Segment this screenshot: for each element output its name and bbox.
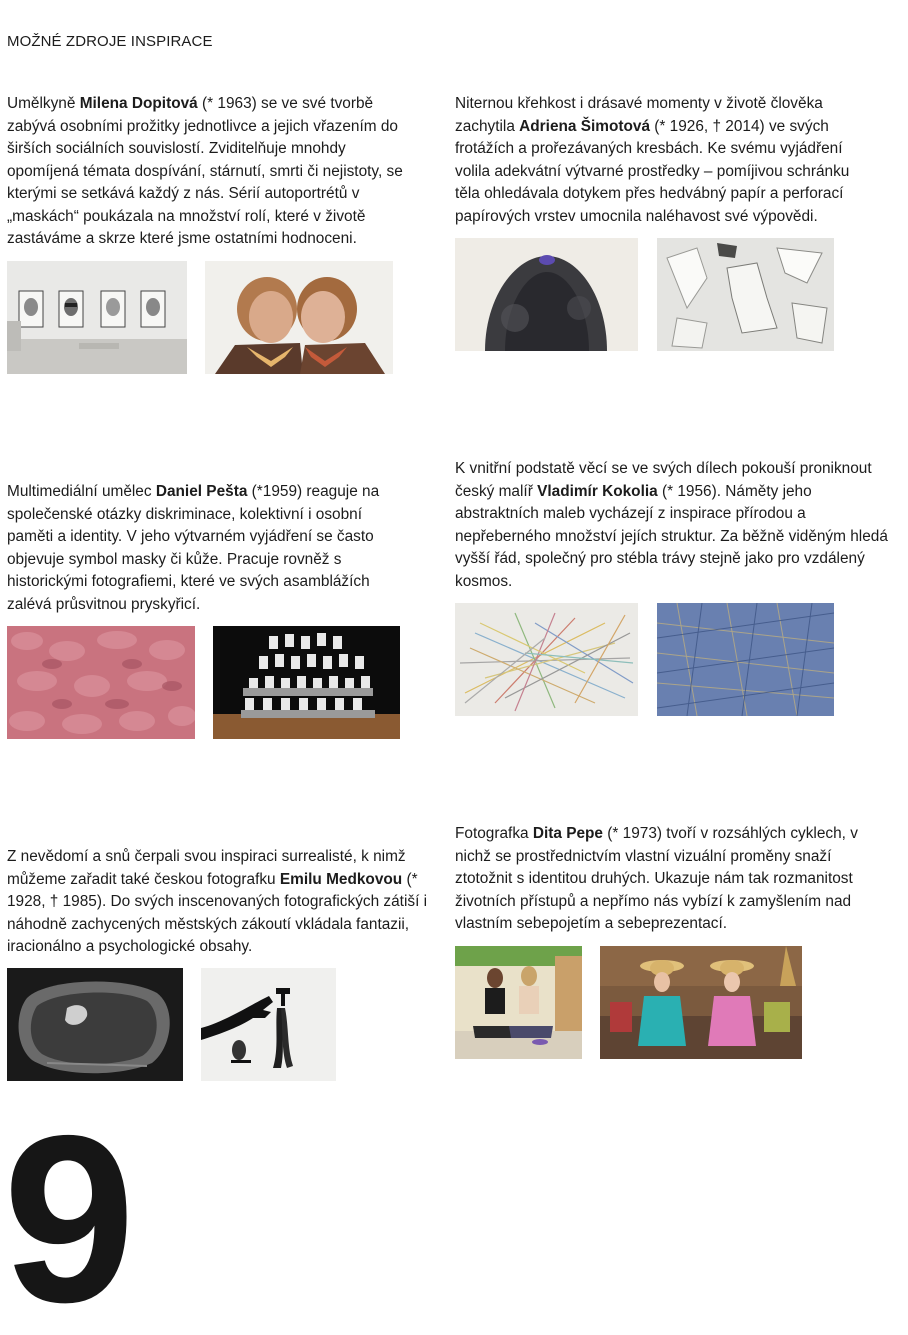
section-pesta [7, 481, 412, 616]
section-body: (* 1956). Náměty jeho abstraktních maleb vycházejí z inspirace přírodou a nepřeberného množství jejích struktur. Za běžně viděným hledá vyšší řád, společný pro stébla trávy stejně jako pro vzdálený kosmos. [455, 482, 888, 590]
section-pepe [455, 823, 885, 936]
section-intro: Niternou křehkost i drásavé momenty v životě člověka zachytila [455, 95, 823, 135]
section-intro: Umělkyně [7, 95, 80, 112]
dopitova-gallery-photo [7, 261, 187, 374]
section-text [455, 93, 875, 228]
kokolia-lines-painting [455, 603, 638, 716]
artist-name: Emilu Medkovou [279, 870, 403, 888]
page-number: 9 [3, 1087, 132, 1335]
section-body: (* 1963) se ve své tvorbě zabývá osobními prožitky jednotlivce a jejich vřazením do širších sociálních souvislostí. Zviditelňuje mnohdy opomíjená témata dospívání, stárnutí, smrti či nejistoty, se kterými se setkává každý z nás. Sérií autoportrétů v „maskách“ poukázala na množství rolí, které v životě zastáváme a skrze které jsme ostatními hodnoceni. [7, 95, 403, 247]
pesta-skin-artwork [7, 626, 195, 739]
simotova-perforated-artwork [657, 238, 834, 351]
artist-name: Dita Pepe [532, 825, 603, 842]
section-simotova [455, 93, 875, 228]
section-intro: Multimediální umělec [7, 483, 156, 500]
pesta-masked-group-photo [213, 626, 400, 739]
section-body: (*1959) reaguje na společenské otázky diskriminace, kolektivní i osobní paměti a identity. V jeho výtvarném vyjádření se často objevuje symbol masky či kůže. Pracuje rovněž s historickými fotografiemi, které ve svých asambl​ážích zalévá průsvitnou pryskyřicí. [7, 483, 380, 613]
section-text [455, 458, 890, 593]
section-intro: K vnitřní podstatě věcí se ve svých dílech pokouší proniknout český malíř [455, 460, 872, 500]
medkova-shadow-photo [201, 968, 336, 1081]
section-intro: Fotografka [455, 825, 533, 842]
section-body: (* 1928, † 1985). Do svých inscenovaných fotografických zátiší i náhodně zachycených městských zákoutí vkládala fantazii, iracionálno a psychologické obsahy. [7, 870, 428, 955]
section-kokolia [455, 458, 890, 593]
section-text [7, 481, 412, 616]
section-body: (* 1973) tvoří v rozsáhlých cyklech, v nichž se prostřednictvím vlastní vizuální proměny snaží ztotožnit s identitou druhých. Ukazuje nám tak rozmanitost životních přístupů a nepřímo nás vybízí k zamyšlením nad vlastním sebepojetím a sebeprezentací. [455, 825, 858, 932]
medkova-texture-photo [7, 968, 183, 1081]
section-intro: Z nevědomí a snů čerpali svou inspiraci surrealisté, k nimž můžeme zařadit také českou fotografku [7, 848, 406, 888]
artist-name: Adriena Šimotová [519, 117, 651, 135]
section-body: (* 1926, † 2014) ve svých frotážích a prořezávaných kresbách. Ke svému vyjádření volila adekvátní výtvarné prostředky – pomíjivou schránku těla ohledávala dotykem přes hedvábný papír a perforací papírových vrstev umocnila naléhavost své výpovědi. [455, 117, 850, 225]
section-text [7, 93, 412, 251]
artist-name: Daniel Pešta [155, 483, 248, 500]
section-text [455, 823, 885, 936]
pepe-yoga-photo [455, 946, 582, 1059]
section-dopitova [7, 93, 412, 251]
kokolia-blue-painting [657, 603, 834, 716]
artist-name: Milena Dopitová [79, 95, 198, 112]
artist-name: Vladimír Kokolia [537, 482, 658, 500]
simotova-frottage-artwork [455, 238, 638, 351]
dopitova-portrait-photo [205, 261, 393, 374]
pepe-women-photo [600, 946, 802, 1059]
page-header: MOŽNÉ ZDROJE INSPIRACE [7, 33, 213, 50]
section-text [7, 846, 437, 959]
section-medkova [7, 846, 437, 959]
